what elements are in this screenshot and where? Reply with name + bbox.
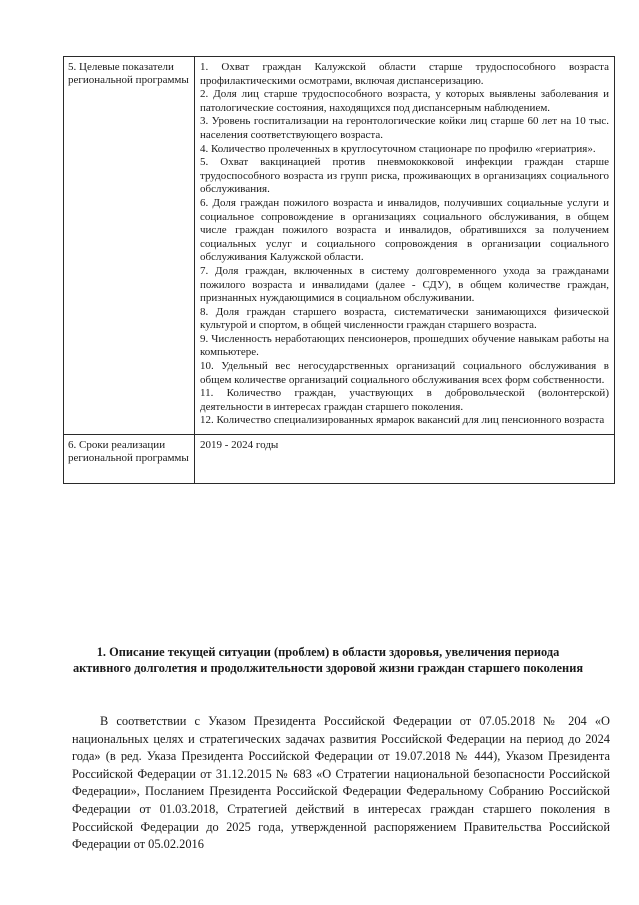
body-paragraph: В соответствии с Указом Президента Российской Федерации от 07.05.2018 № 204 «О национальных целях и стратегических задачах развития Российской Федерации на период до 2024 года» (в ред. Указа Президента Российской Федерации от 19.07.2018 № 444), Указом Президента Российской Федерации от 31.12.2015 № 683 «О Стратегии национальной безопасности Российской Федерации», Посланием Президента Российской Федерации Федеральному Собранию Российской Федерации от 01.03.2018, Стратегией действий в интересах граждан старшего поколения в Российской Федерации до 2025 года, утвержденной распоряжением Правительства Российской Федерации от 05.02.2016 [72, 714, 610, 852]
section-heading: 1. Описание текущей ситуации (проблем) в области здоровья, увеличения периода активного долголетия и продолжительности здоровой жизни граждан старшего поколения [72, 645, 584, 675]
row-label-targets: 5. Целевые показатели региональной программы [64, 57, 195, 435]
row-value-timeline [195, 435, 615, 484]
target-item: 10. Удельный вес негосударственных организаций социального обслуживания в общем количестве организаций социального обслуживания всех форм собственности. [200, 360, 609, 386]
timeline-value: 2019 - 2024 годы [200, 439, 279, 452]
target-item: 5. Охват вакцинацией против пневмококковой инфекции граждан старше трудоспособного возраста из групп риска, проживающих в организациях социального обслуживания. [200, 156, 609, 196]
target-item: 12. Количество специализированных ярмарок вакансий для лиц пенсионного возраста [200, 414, 605, 427]
row-value-targets [195, 57, 615, 435]
program-passport-table [63, 56, 615, 484]
row-label-timeline: 6. Сроки реализации региональной программы [64, 435, 195, 484]
target-item: 11. Количество граждан, участвующих в добровольческой (волонтерской) деятельности в интересах граждан старшего поколения. [200, 387, 609, 413]
target-item: 1. Охват граждан Калужской области старше трудоспособного возраста профилактическими осмотрами, включая диспансеризацию. [200, 61, 609, 87]
table-row-targets [64, 57, 615, 435]
target-item: 9. Численность неработающих пенсионеров, прошедших обучение навыкам работы на компьютере. [200, 332, 609, 359]
target-item: 2. Доля лиц старше трудоспособного возраста, у которых выявлены заболевания и патологические состояния, находящихся под диспансерным наблюдением. [200, 88, 609, 114]
target-item: 8. Доля граждан старшего возраста, систематически занимающихся физической культурой и спортом, в общей численности граждан старшего возраста. [200, 305, 609, 332]
target-item: 6. Доля граждан пожилого возраста и инвалидов, получивших социальные услуги и социальное сопровождение в организациях социального обслуживания, в общем числе граждан пожилого возраста и инвалидов, обратившихся за получением социальных услуг и социального сопровождения в организации социального обслуживания Калужской области. [200, 196, 609, 264]
target-item: 7. Доля граждан, включенных в систему долговременного ухода за гражданами пожилого возраста и инвалидами (далее - СДУ), в общем количестве граждан, признанных нуждающимися в социальном обслуживании. [200, 264, 609, 305]
table-row-timeline [64, 435, 615, 484]
target-item: 4. Количество пролеченных в круглосуточном стационаре по профилю «гериатрия». [200, 142, 596, 155]
target-item: 3. Уровень госпитализации на геронтологические койки лиц старше 60 лет на 10 тыс. населения соответствующего возраста. [200, 115, 609, 141]
